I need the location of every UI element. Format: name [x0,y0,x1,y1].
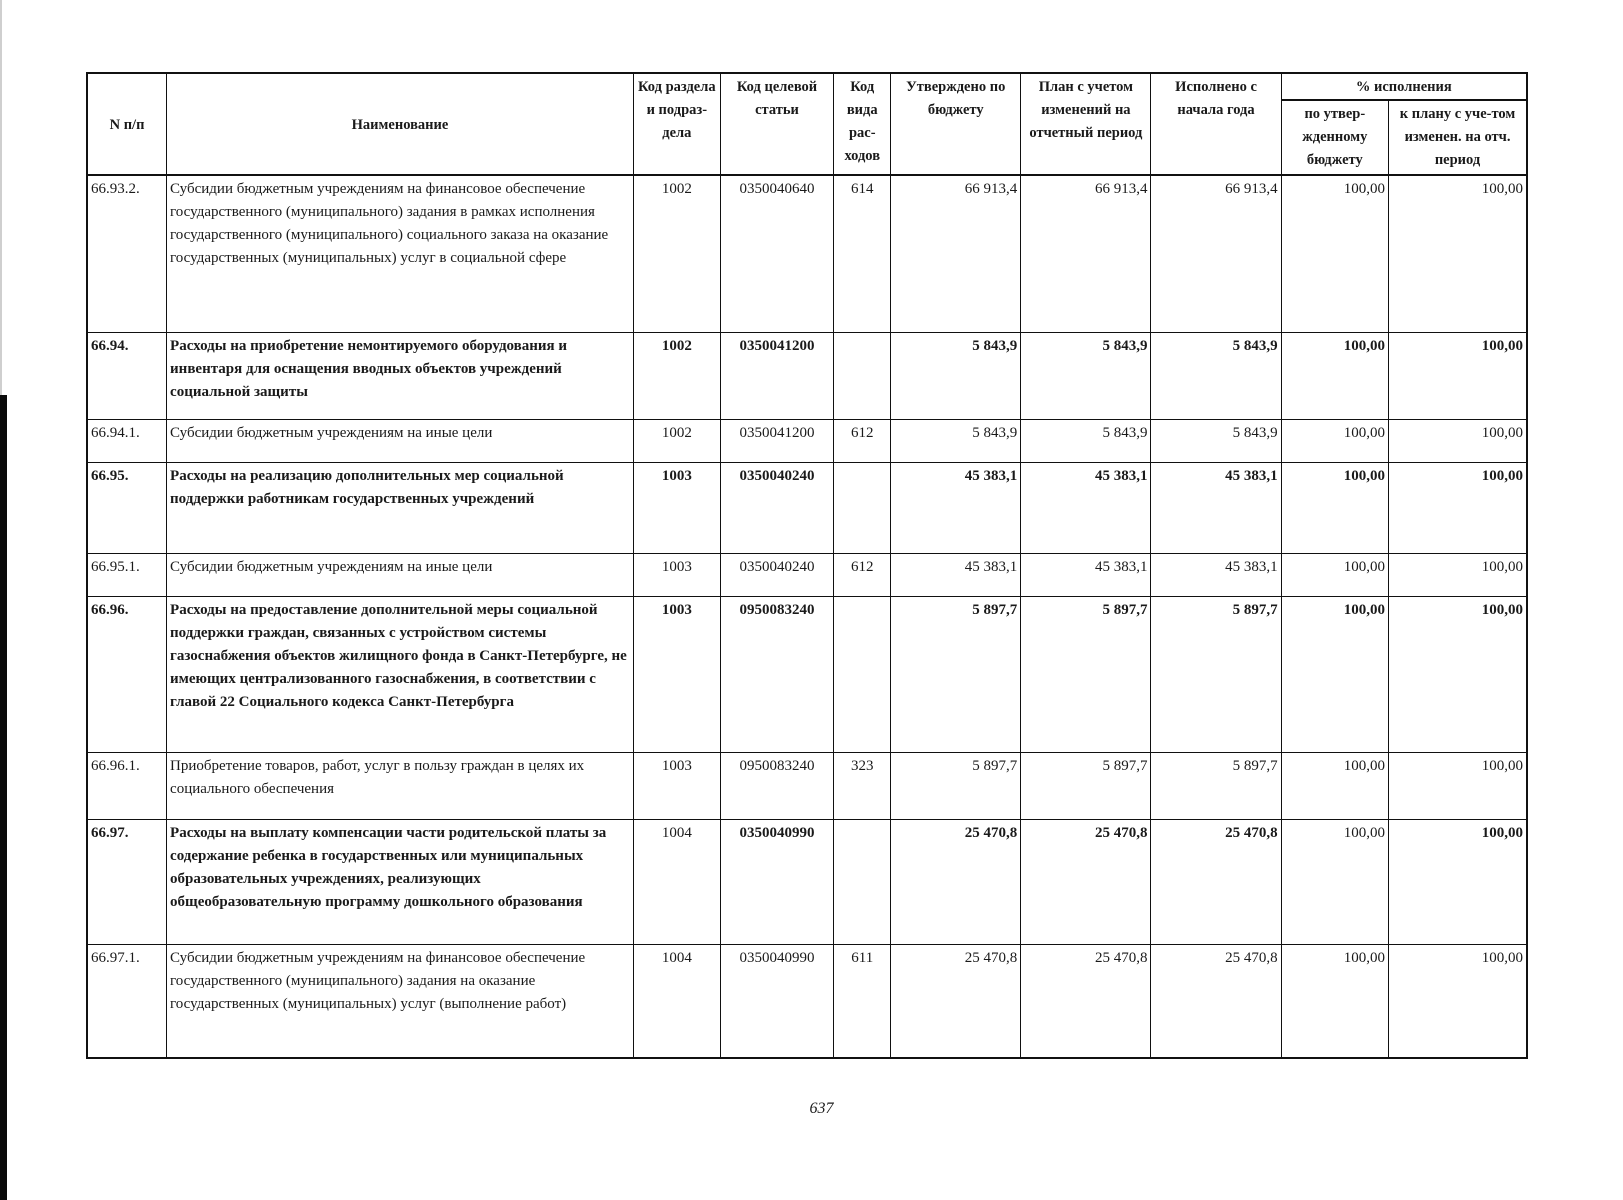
cell-plan: 25 470,8 [1021,820,1151,945]
header-statya: Код целевой статьи [720,73,834,175]
cell-ispoln: 66 913,4 [1151,175,1281,333]
cell-name: Приобретение товаров, работ, услуг в пользу граждан в целях их социального обеспечения [167,753,634,820]
cell-utv: 25 470,8 [891,820,1021,945]
cell-ispoln: 45 383,1 [1151,463,1281,554]
cell-name: Субсидии бюджетным учреждениям на финансовое обеспечение государственного (муниципального) задания в рамках исполнения государственного (муниципального) социального заказа на оказание государственных (муниципальных) услуг в социальной сфере [167,175,634,333]
cell-name: Субсидии бюджетным учреждениям на иные цели [167,420,634,463]
cell-utv: 25 470,8 [891,945,1021,1059]
header-plan: План с учетом изменений на отчетный период [1021,73,1151,175]
header-vid: Код вида рас-ходов [834,73,891,175]
cell-num: 66.94. [87,333,167,420]
cell-pct-utv: 100,00 [1281,597,1388,753]
cell-num: 66.94.1. [87,420,167,463]
cell-vid [834,463,891,554]
cell-name: Расходы на приобретение немонтируемого оборудования и инвентаря для оснащения вводных объектов учреждений социальной защиты [167,333,634,420]
cell-vid: 323 [834,753,891,820]
table-row [87,554,1527,597]
cell-num: 66.97. [87,820,167,945]
header-razdel: Код раздела и подраз-дела [633,73,720,175]
cell-utv: 45 383,1 [891,554,1021,597]
cell-vid [834,333,891,420]
cell-pct-plan: 100,00 [1389,420,1527,463]
cell-pct-utv: 100,00 [1281,554,1388,597]
cell-num: 66.95. [87,463,167,554]
cell-statya: 0350041200 [720,420,834,463]
table-row [87,463,1527,554]
table-row [87,945,1527,1059]
cell-vid: 612 [834,554,891,597]
cell-pct-plan: 100,00 [1389,945,1527,1059]
table-row [87,333,1527,420]
cell-utv: 45 383,1 [891,463,1021,554]
scan-edge-light [0,0,2,395]
table-body [87,175,1527,1058]
cell-name: Расходы на предоставление дополнительной меры социальной поддержки граждан, связанных с устройством системы газоснабжения объектов жилищного фонда в Санкт-Петербурге, не имеющих централизованного газоснабжения, в соответствии с главой 22 Социального кодекса Санкт-Петербурга [167,597,634,753]
header-pct-plan: к плану с уче-том изменен. на отч. период [1389,100,1527,175]
cell-utv: 5 843,9 [891,333,1021,420]
cell-utv: 5 897,7 [891,597,1021,753]
table-row [87,820,1527,945]
header-num: N п/п [87,73,167,175]
cell-name: Субсидии бюджетным учреждениям на финансовое обеспечение государственного (муниципального) задания на оказание государственных (муниципальных) услуг (выполнение работ) [167,945,634,1059]
cell-ispoln: 25 470,8 [1151,945,1281,1059]
cell-plan: 5 897,7 [1021,597,1151,753]
cell-statya: 0350041200 [720,333,834,420]
cell-razdel: 1003 [633,463,720,554]
cell-pct-utv: 100,00 [1281,945,1388,1059]
scan-edge-dark [0,395,7,1200]
page-number: 637 [809,1100,834,1117]
cell-num: 66.96. [87,597,167,753]
cell-statya: 0950083240 [720,753,834,820]
cell-statya: 0950083240 [720,597,834,753]
table-header [87,73,1527,175]
table-row [87,597,1527,753]
cell-ispoln: 5 843,9 [1151,333,1281,420]
cell-plan: 5 843,9 [1021,333,1151,420]
table-row [87,420,1527,463]
cell-ispoln: 5 843,9 [1151,420,1281,463]
cell-vid: 614 [834,175,891,333]
cell-pct-plan: 100,00 [1389,597,1527,753]
cell-razdel: 1004 [633,820,720,945]
cell-ispoln: 5 897,7 [1151,753,1281,820]
cell-vid [834,597,891,753]
cell-statya: 0350040640 [720,175,834,333]
cell-ispoln: 5 897,7 [1151,597,1281,753]
cell-plan: 25 470,8 [1021,945,1151,1059]
cell-vid: 611 [834,945,891,1059]
cell-razdel: 1003 [633,554,720,597]
cell-vid: 612 [834,420,891,463]
header-pct: % исполнения [1281,73,1527,100]
header-pct-utv: по утвер-жденному бюджету [1281,100,1388,175]
table-row [87,175,1527,333]
cell-razdel: 1003 [633,597,720,753]
cell-pct-utv: 100,00 [1281,175,1388,333]
cell-plan: 66 913,4 [1021,175,1151,333]
cell-razdel: 1002 [633,175,720,333]
cell-pct-utv: 100,00 [1281,420,1388,463]
cell-name: Расходы на выплату компенсации части родительской платы за содержание ребенка в государственных или муниципальных образовательных учреждениях, реализующих общеобразовательную программу дошкольного образования [167,820,634,945]
header-name: Наименование [167,73,634,175]
cell-pct-utv: 100,00 [1281,463,1388,554]
cell-pct-plan: 100,00 [1389,175,1527,333]
cell-vid [834,820,891,945]
cell-pct-plan: 100,00 [1389,753,1527,820]
cell-statya: 0350040240 [720,554,834,597]
cell-statya: 0350040990 [720,945,834,1059]
cell-razdel: 1002 [633,420,720,463]
cell-num: 66.97.1. [87,945,167,1059]
table-row [87,753,1527,820]
cell-ispoln: 25 470,8 [1151,820,1281,945]
cell-utv: 66 913,4 [891,175,1021,333]
header-ispoln: Исполнено с начала года [1151,73,1281,175]
cell-num: 66.93.2. [87,175,167,333]
cell-pct-utv: 100,00 [1281,333,1388,420]
cell-razdel: 1002 [633,333,720,420]
cell-pct-utv: 100,00 [1281,753,1388,820]
cell-num: 66.95.1. [87,554,167,597]
cell-utv: 5 843,9 [891,420,1021,463]
cell-pct-utv: 100,00 [1281,820,1388,945]
cell-name: Субсидии бюджетным учреждениям на иные цели [167,554,634,597]
cell-utv: 5 897,7 [891,753,1021,820]
cell-name: Расходы на реализацию дополнительных мер социальной поддержки работникам государственных учреждений [167,463,634,554]
cell-pct-plan: 100,00 [1389,333,1527,420]
cell-pct-plan: 100,00 [1389,463,1527,554]
cell-plan: 45 383,1 [1021,554,1151,597]
cell-ispoln: 45 383,1 [1151,554,1281,597]
cell-pct-plan: 100,00 [1389,820,1527,945]
budget-table [86,72,1528,1059]
cell-pct-plan: 100,00 [1389,554,1527,597]
cell-plan: 5 843,9 [1021,420,1151,463]
cell-statya: 0350040990 [720,820,834,945]
cell-statya: 0350040240 [720,463,834,554]
cell-plan: 5 897,7 [1021,753,1151,820]
cell-plan: 45 383,1 [1021,463,1151,554]
cell-razdel: 1003 [633,753,720,820]
cell-num: 66.96.1. [87,753,167,820]
header-utv: Утверждено по бюджету [891,73,1021,175]
cell-razdel: 1004 [633,945,720,1059]
